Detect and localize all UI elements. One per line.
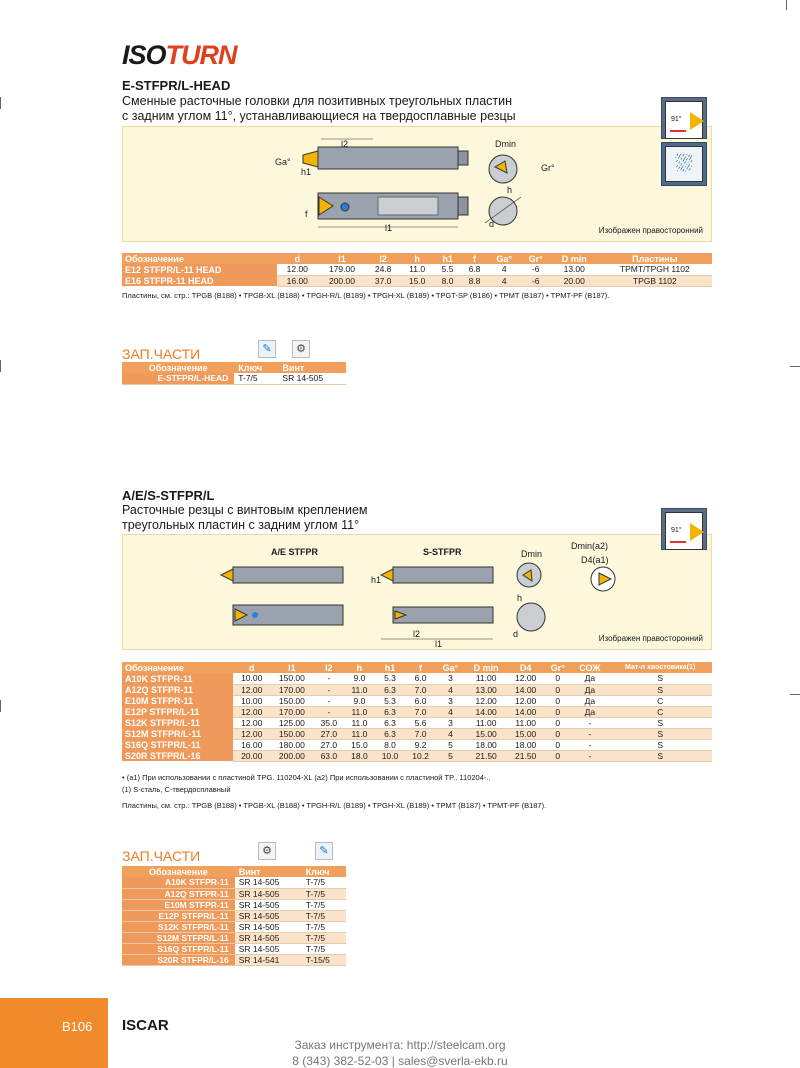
crop-mark [790, 366, 800, 367]
cell: 5.3 [375, 695, 406, 706]
cell: 6.8 [461, 264, 488, 275]
spares1-table [122, 362, 346, 385]
cell: 7.0 [405, 728, 436, 739]
cell: E12 STFPR/L-11 HEAD [122, 264, 277, 275]
note-a1-a2: • (a1) При использовании с пластиной TPG. 110204-XL (a2) При использовании с пластиной TP.. 110204-.. [122, 773, 491, 782]
cell: 8.8 [461, 275, 488, 286]
logo-part1: ISO [122, 40, 166, 70]
cell: 63.0 [314, 750, 345, 761]
table-header [122, 662, 712, 673]
cell: 10.0 [375, 750, 406, 761]
cell: C [608, 695, 712, 706]
screw-icon: ⚙ [292, 340, 310, 358]
col-header: h [344, 662, 375, 673]
crop-mark [786, 0, 787, 10]
col-header: Обозначение [122, 662, 233, 673]
table-row [122, 728, 712, 739]
label-l1: l1 [385, 223, 393, 233]
table-row [122, 932, 346, 943]
col-header: l1 [270, 662, 313, 673]
col-header: Ga° [488, 253, 521, 264]
cell: SR 14-505 [235, 943, 302, 954]
cell: A10K STFPR-11 [122, 877, 235, 888]
col-header: D min [551, 253, 598, 264]
label-l2: l2 [413, 629, 421, 639]
cell: T-7/5 [302, 910, 346, 921]
cell: 12.00 [233, 684, 270, 695]
cell: 5 [436, 739, 465, 750]
cell: C [608, 706, 712, 717]
cell: E10M STFPR-11 [122, 899, 235, 910]
note-material: (1) S-сталь, С-твердосплавный [122, 785, 231, 794]
label-gr: Gr° [541, 163, 555, 173]
cell: 37.0 [366, 275, 400, 286]
cell: 15.00 [465, 728, 507, 739]
cell: 7.0 [405, 706, 436, 717]
cell: E12P STFPR/L-11 [122, 706, 233, 717]
cell: 0 [544, 695, 571, 706]
cell: 14.00 [507, 706, 544, 717]
cell: A10K STFPR-11 [122, 673, 233, 684]
cell: 5.6 [405, 717, 436, 728]
label-dmin-a2: Dmin(a2) [571, 541, 609, 551]
cell: - [314, 684, 345, 695]
table-row [122, 373, 346, 384]
contact-line1: Заказ инструмента: http://steelcam.org [294, 1038, 506, 1052]
cell: E-STFPR/L-HEAD [122, 373, 234, 384]
cell: 4 [488, 264, 521, 275]
col-header: Ga° [436, 662, 465, 673]
coolant-icon: ⛆ [661, 142, 707, 186]
cell: SR 14-505 [235, 910, 302, 921]
cell: 5.5 [434, 264, 461, 275]
cell: 4 [436, 706, 465, 717]
col-header: Винт [278, 362, 346, 373]
col-header: Обозначение [122, 362, 234, 373]
col-header: l1 [318, 253, 366, 264]
cell: 14.00 [465, 706, 507, 717]
section2-title: A/E/S-STFPR/L [122, 488, 215, 503]
table-row [122, 910, 346, 921]
spares1-title: ЗАП.ЧАСТИ [122, 346, 201, 362]
cell: 11.00 [465, 673, 507, 684]
cell: 6.3 [375, 717, 406, 728]
cell: 0 [544, 728, 571, 739]
page-number: B106 [62, 1019, 93, 1034]
key-icon: ✎ [258, 340, 276, 358]
col-header: f [405, 662, 436, 673]
section2-desc-line2: треугольных пластин с задним углом 11° [122, 518, 360, 532]
cell: T-7/5 [302, 943, 346, 954]
col-header: l2 [314, 662, 345, 673]
cell: 9.2 [405, 739, 436, 750]
cell: Да [571, 706, 608, 717]
cell: 3 [436, 673, 465, 684]
label-d4-a1: D4(a1) [581, 555, 609, 565]
cell: 12.00 [233, 717, 270, 728]
cell: 12.00 [233, 728, 270, 739]
col-header: f [461, 253, 488, 264]
label-h: h [507, 185, 513, 195]
cell: T-7/5 [302, 888, 346, 899]
section1-figure-note: Изображен правосторонний [598, 226, 703, 235]
cell: T-7/5 [234, 373, 278, 384]
cell: 150.00 [270, 695, 313, 706]
col-header: l2 [366, 253, 400, 264]
cell: - [571, 739, 608, 750]
cell: 0 [544, 673, 571, 684]
table-row [122, 921, 346, 932]
col-header: Обозначение [122, 253, 277, 264]
cell: 18.0 [344, 750, 375, 761]
section1-inserts-note: Пластины, см. стр.: TPGB (B188) • TPGB-XL (B188) • TPGH-R/L (B189) • TPGH-XL (B189) • TPGT-SP (B186) • TPMT (B187) • TPMT-PF (B187). [122, 291, 610, 300]
cell: 0 [544, 750, 571, 761]
cell: 13.00 [465, 684, 507, 695]
cell: 4 [488, 275, 521, 286]
table-row [122, 717, 712, 728]
cell: 13.00 [551, 264, 598, 275]
table-row [122, 275, 712, 286]
cell: 11.0 [344, 717, 375, 728]
table-row [122, 943, 346, 954]
col-header: D min [465, 662, 507, 673]
cell: - [314, 673, 345, 684]
cell: 21.50 [465, 750, 507, 761]
cell: S [608, 739, 712, 750]
section2-figure [122, 534, 712, 650]
cell: 200.00 [318, 275, 366, 286]
cell: 7.0 [405, 684, 436, 695]
col-header: D4 [507, 662, 544, 673]
brand-name: ISCAR [122, 1017, 169, 1034]
label-h1: h1 [301, 167, 312, 177]
cell: - [571, 750, 608, 761]
table-row [122, 954, 346, 965]
table-row [122, 684, 712, 695]
cell: 12.00 [465, 695, 507, 706]
cell: 150.00 [270, 728, 313, 739]
cell: T-7/5 [302, 932, 346, 943]
cell: Да [571, 684, 608, 695]
cell: 179.00 [318, 264, 366, 275]
cell: S12M STFPR/L-11 [122, 728, 233, 739]
cell: SR 14-505 [235, 921, 302, 932]
cell: 0 [544, 739, 571, 750]
cell: S12M STFPR/L-11 [122, 932, 235, 943]
contact-line2: 8 (343) 382-52-03 | sales@sverla-ekb.ru [292, 1054, 508, 1068]
cell: S16Q STFPR/L-11 [122, 943, 235, 954]
cell: 27.0 [314, 728, 345, 739]
cell: 16.00 [277, 275, 318, 286]
cell: 5 [436, 750, 465, 761]
cell: T-7/5 [302, 899, 346, 910]
cell: 11.0 [344, 706, 375, 717]
section1-desc-line1: Сменные расточные головки для позитивных треугольных пластин [122, 94, 513, 108]
crop-mark [790, 694, 800, 695]
col-header: Ключ [302, 866, 346, 877]
cell: T-15/5 [302, 954, 346, 965]
cell: 15.0 [344, 739, 375, 750]
cell: -6 [521, 264, 551, 275]
cell: - [314, 695, 345, 706]
cell: 4 [436, 684, 465, 695]
table-row [122, 750, 712, 761]
col-header: h1 [375, 662, 406, 673]
cell: 15.00 [507, 728, 544, 739]
cell: 6.0 [405, 695, 436, 706]
cell: Да [571, 695, 608, 706]
section1-desc-line2: с задним углом 11°, устанавливающиеся на твердосплавные резцы [122, 109, 516, 123]
cell: 6.0 [405, 673, 436, 684]
table-row [122, 888, 346, 899]
angle-label: 91° [671, 116, 682, 123]
cell: 10.2 [405, 750, 436, 761]
section2-figure-note: Изображен правосторонний [598, 634, 703, 643]
cell: 3 [436, 717, 465, 728]
cell: S [608, 750, 712, 761]
section1-figure [122, 126, 712, 242]
table-row [122, 673, 712, 684]
table-row [122, 264, 712, 275]
cell: 8.0 [434, 275, 461, 286]
label-d: d [489, 219, 495, 229]
col-header: h1 [434, 253, 461, 264]
cell: T-7/5 [302, 877, 346, 888]
cell: SR 14-505 [235, 877, 302, 888]
logo-part2: TURN [165, 40, 237, 70]
isoturn-logo [122, 40, 237, 71]
cell: 10.00 [233, 673, 270, 684]
cell: 18.00 [507, 739, 544, 750]
fig-left-title: A/E STFPR [271, 547, 319, 557]
col-header: Gr° [521, 253, 551, 264]
cell: 0 [544, 706, 571, 717]
cell: -6 [521, 275, 551, 286]
cell: 20.00 [551, 275, 598, 286]
section1-description [122, 94, 562, 124]
cell: 12.00 [507, 695, 544, 706]
cell: S12K STFPR/L-11 [122, 921, 235, 932]
cell: 12.00 [277, 264, 318, 275]
table-header [122, 866, 346, 877]
fig-right-title: S-STFPR [423, 547, 462, 557]
crop-mark [0, 97, 1, 109]
table-row [122, 739, 712, 750]
angle-label: 91° [671, 527, 682, 534]
col-header: d [277, 253, 318, 264]
cell: TPGB 1102 [598, 275, 712, 286]
cell: 180.00 [270, 739, 313, 750]
cell: 14.00 [507, 684, 544, 695]
cell: 8.0 [375, 739, 406, 750]
cell: 20.00 [233, 750, 270, 761]
cell: 170.00 [270, 706, 313, 717]
cell: 6.3 [375, 684, 406, 695]
key-icon: ✎ [315, 842, 333, 860]
cell: 11.00 [465, 717, 507, 728]
cell: 11.0 [344, 728, 375, 739]
crop-mark [0, 700, 1, 712]
cell: 6.3 [375, 706, 406, 717]
label-h1: h1 [371, 575, 382, 585]
cell: 10.00 [233, 695, 270, 706]
cell: S20R STFPR/L-16 [122, 954, 235, 965]
label-h: h [517, 593, 523, 603]
cell: 11.0 [344, 684, 375, 695]
cell: 9.0 [344, 695, 375, 706]
cell: SR 14-505 [235, 888, 302, 899]
cell: - [571, 728, 608, 739]
cell: 18.00 [465, 739, 507, 750]
col-header: Мат-л хвостовика(1) [608, 662, 712, 673]
section2-table [122, 662, 712, 762]
section1-table [122, 253, 712, 287]
cell: S16Q STFPR/L-11 [122, 739, 233, 750]
cell: 200.00 [270, 750, 313, 761]
cell: 125.00 [270, 717, 313, 728]
approach-angle-icon [661, 97, 707, 139]
label-l1: l1 [435, 639, 443, 649]
cell: 4 [436, 728, 465, 739]
cell: S [608, 684, 712, 695]
section2-notes [122, 772, 546, 812]
cell: 16.00 [233, 739, 270, 750]
cell: 35.0 [314, 717, 345, 728]
cell: E10M STFPR-11 [122, 695, 233, 706]
cell: S [608, 673, 712, 684]
cell: E16 STFPR-11 HEAD [122, 275, 277, 286]
cell: 12.00 [233, 706, 270, 717]
cell: TPMT/TPGH 1102 [598, 264, 712, 275]
approach-angle-icon [661, 508, 707, 550]
cell: 12.00 [507, 673, 544, 684]
cell: 11.00 [507, 717, 544, 728]
col-header: Винт [235, 866, 302, 877]
col-header: d [233, 662, 270, 673]
cell: 5.3 [375, 673, 406, 684]
col-header: Gr° [544, 662, 571, 673]
cell: A12Q STFPR-11 [122, 888, 235, 899]
label-l2: l2 [341, 139, 349, 149]
table-row [122, 899, 346, 910]
screw-icon: ⚙ [258, 842, 276, 860]
cell: S [608, 728, 712, 739]
cell: 6.3 [375, 728, 406, 739]
cell: A12Q STFPR-11 [122, 684, 233, 695]
crop-mark [0, 360, 1, 372]
table-row [122, 695, 712, 706]
table-row [122, 706, 712, 717]
cell: 27.0 [314, 739, 345, 750]
table-row [122, 877, 346, 888]
cell: E12P STFPR/L-11 [122, 910, 235, 921]
cell: 11.0 [400, 264, 434, 275]
col-header: СОЖ [571, 662, 608, 673]
cell: SR 14-505 [278, 373, 346, 384]
col-header: Ключ [234, 362, 278, 373]
spares2-title: ЗАП.ЧАСТИ [122, 848, 201, 864]
cell: S12K STFPR/L-11 [122, 717, 233, 728]
cell: 0 [544, 717, 571, 728]
cell: 24.8 [366, 264, 400, 275]
section2-inserts-note: Пластины, см. стр.: TPGB (B188) • TPGB-XL (B188) • TPGH-R/L (B189) • TPGH-XL (B189) • TPMT (B187) • TPMT-PF (B187). [122, 801, 547, 810]
cell: 9.0 [344, 673, 375, 684]
cell: SR 14-541 [235, 954, 302, 965]
cell: 0 [544, 684, 571, 695]
cell: SR 14-505 [235, 932, 302, 943]
cell: Да [571, 673, 608, 684]
cell: - [314, 706, 345, 717]
section2-description [122, 503, 562, 533]
cell: 3 [436, 695, 465, 706]
col-header: Пластины [598, 253, 712, 264]
col-header: Обозначение [122, 866, 235, 877]
cell: - [571, 717, 608, 728]
table-header [122, 253, 712, 264]
section2-desc-line1: Расточные резцы с винтовым креплением [122, 503, 368, 517]
label-dmin: Dmin [495, 139, 517, 149]
cell: S20R STFPR/L-16 [122, 750, 233, 761]
cell: T-7/5 [302, 921, 346, 932]
table-header [122, 362, 346, 373]
cell: 150.00 [270, 673, 313, 684]
label-ga: Ga° [275, 157, 291, 167]
section1-title: E-STFPR/L-HEAD [122, 78, 231, 93]
col-header: h [400, 253, 434, 264]
label-f: f [305, 209, 308, 219]
label-dmin: Dmin [521, 549, 543, 559]
cell: 15.0 [400, 275, 434, 286]
cell: 170.00 [270, 684, 313, 695]
label-d: d [513, 629, 519, 639]
cell: SR 14-505 [235, 899, 302, 910]
spares2-table [122, 866, 346, 966]
cell: S [608, 717, 712, 728]
cell: 21.50 [507, 750, 544, 761]
